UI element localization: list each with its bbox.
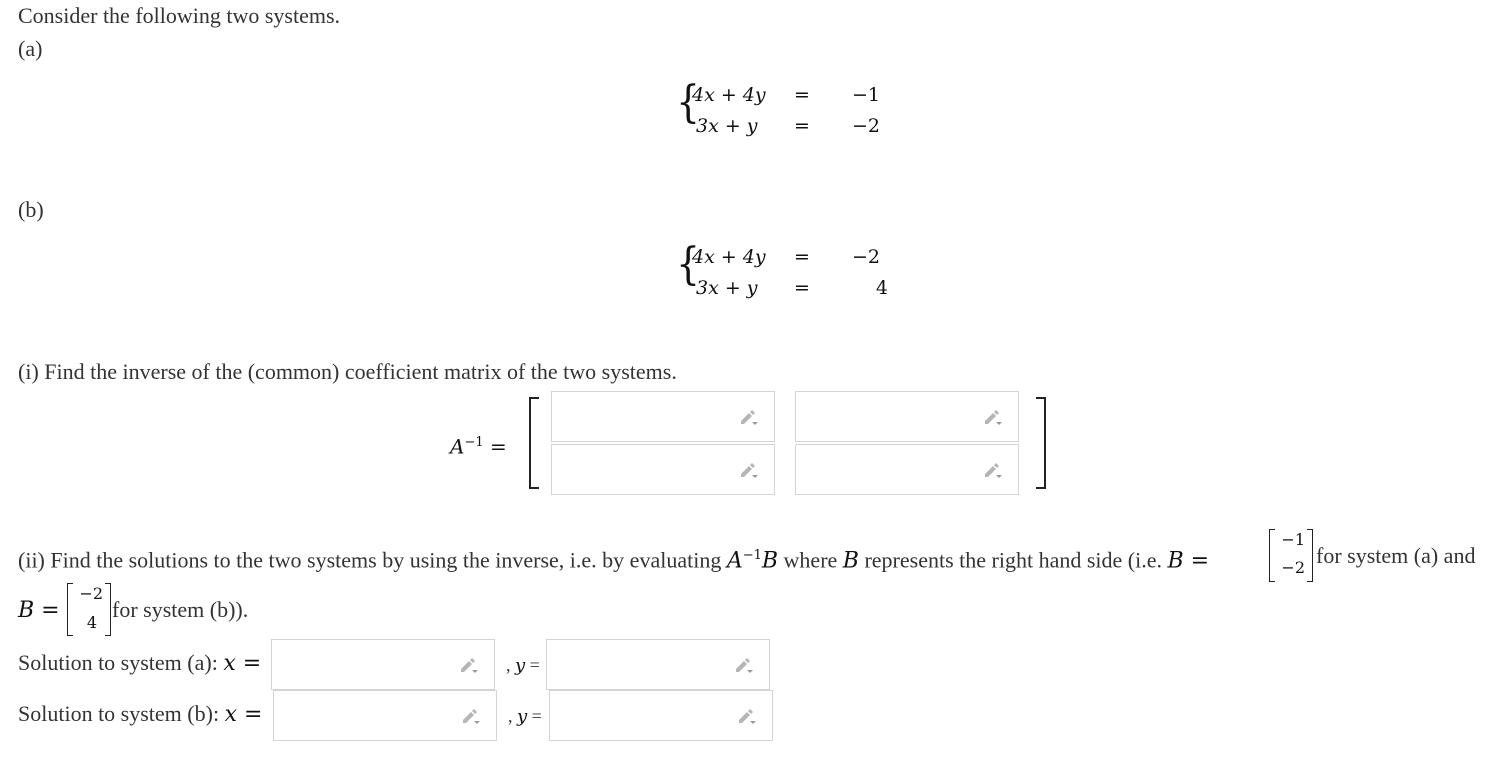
lhs: 3x + y	[696, 277, 758, 299]
solution-a-y: y	[515, 655, 526, 676]
inverse-label	[450, 430, 507, 460]
vector-a-entry-1: −1	[1281, 530, 1305, 549]
solution-a-x-input[interactable]	[271, 639, 495, 690]
vector-a-right-bracket	[1307, 529, 1313, 582]
equals: =	[794, 246, 810, 268]
q2-eq2: =	[34, 598, 60, 623]
equals: =	[794, 277, 810, 299]
solution-b-y-input[interactable]	[549, 690, 773, 741]
system-a	[674, 77, 880, 144]
vector-a-entry-2: −2	[1281, 558, 1305, 577]
equals: =	[794, 84, 810, 106]
system-b	[674, 239, 888, 306]
vector-b-right-bracket	[105, 583, 111, 636]
pencil-dropdown-icon[interactable]	[733, 655, 755, 675]
matrix-input-r1c2[interactable]	[795, 391, 1019, 442]
solution-a-y-input[interactable]	[546, 639, 770, 690]
q2-b3: B	[18, 598, 35, 623]
solution-a-y-sep: ,	[506, 655, 515, 675]
solution-b-y-label	[508, 703, 542, 730]
question-ii-line-1	[18, 543, 1209, 574]
brace-b: {	[676, 239, 700, 290]
question-i: (i) Find the inverse of the (common) coefficient matrix of the two systems.	[18, 359, 677, 384]
solution-b-eq: =	[236, 702, 263, 727]
vector-b-entry-1: −2	[79, 584, 103, 603]
solution-a-label	[18, 650, 261, 677]
q2-expr-sup: −1	[742, 548, 762, 563]
system-a-row-2	[692, 115, 892, 145]
q2-text-3: represents the right hand side (i.e.	[858, 547, 1168, 573]
solution-a-x: x	[223, 651, 236, 676]
matrix-input-r2c2[interactable]	[795, 444, 1019, 495]
solution-a-y-label	[506, 652, 540, 679]
question-ii-line-2	[18, 597, 60, 624]
system-a-row-1	[692, 84, 892, 114]
vector-a	[1269, 529, 1313, 582]
part-a-label: (a)	[18, 36, 43, 61]
pencil-dropdown-icon[interactable]	[736, 706, 758, 726]
q2-eq: =	[1183, 548, 1210, 574]
q2-b1: B	[842, 548, 859, 574]
solution-a-eq: =	[235, 651, 262, 676]
system-b-row-1	[692, 246, 892, 276]
matrix-left-bracket	[529, 397, 539, 489]
lhs: 3x + y	[696, 115, 758, 137]
q2-expr-base: A	[726, 548, 743, 574]
q2-text-5: for system (b)).	[112, 597, 249, 622]
q2-text-1: (ii) Find the solutions to the two systems by using the inverse, i.e. by evaluating	[18, 547, 727, 573]
vector-b-entry-2: 4	[86, 613, 97, 632]
pencil-dropdown-icon[interactable]	[460, 706, 482, 726]
vector-b	[67, 583, 111, 636]
rhs: −2	[851, 246, 880, 268]
inverse-base: A	[450, 434, 465, 459]
vector-b-left-bracket	[67, 583, 73, 636]
solution-b-label	[18, 701, 262, 728]
solution-a-text: Solution to system (a):	[18, 650, 224, 675]
rhs: 4	[875, 277, 888, 299]
lhs: 4x + 4y	[692, 84, 766, 106]
brace-a: {	[676, 77, 700, 128]
q2-text-4: for system (a) and	[1316, 543, 1476, 568]
solution-b-x-input[interactable]	[273, 690, 497, 741]
q2-text-2: where	[778, 547, 843, 573]
equals: =	[794, 115, 810, 137]
solution-b-y: y	[517, 706, 528, 727]
pencil-dropdown-icon[interactable]	[982, 407, 1004, 427]
pencil-dropdown-icon[interactable]	[738, 407, 760, 427]
solution-b-text: Solution to system (b):	[18, 701, 225, 726]
rhs: −2	[851, 115, 880, 137]
system-b-row-2	[692, 277, 892, 307]
q2-expr-b: B	[761, 548, 779, 574]
inverse-equals: =	[489, 434, 507, 459]
inverse-sup: −1	[464, 435, 484, 450]
solution-a-y-eq: =	[525, 655, 540, 675]
pencil-dropdown-icon[interactable]	[738, 460, 760, 480]
intro-text: Consider the following two systems.	[18, 3, 341, 28]
q2-b2: B	[1167, 548, 1184, 574]
matrix-input-r1c1[interactable]	[551, 391, 775, 442]
pencil-dropdown-icon[interactable]	[982, 460, 1004, 480]
solution-b-y-eq: =	[527, 706, 542, 726]
rhs: −1	[851, 84, 880, 106]
solution-b-x: x	[224, 702, 237, 727]
pencil-dropdown-icon[interactable]	[458, 655, 480, 675]
matrix-input-r2c1[interactable]	[551, 444, 775, 495]
part-b-label: (b)	[18, 197, 44, 222]
matrix-right-bracket	[1036, 397, 1046, 489]
solution-b-y-sep: ,	[508, 706, 517, 726]
lhs: 4x + 4y	[692, 246, 766, 268]
vector-a-left-bracket	[1269, 529, 1275, 582]
